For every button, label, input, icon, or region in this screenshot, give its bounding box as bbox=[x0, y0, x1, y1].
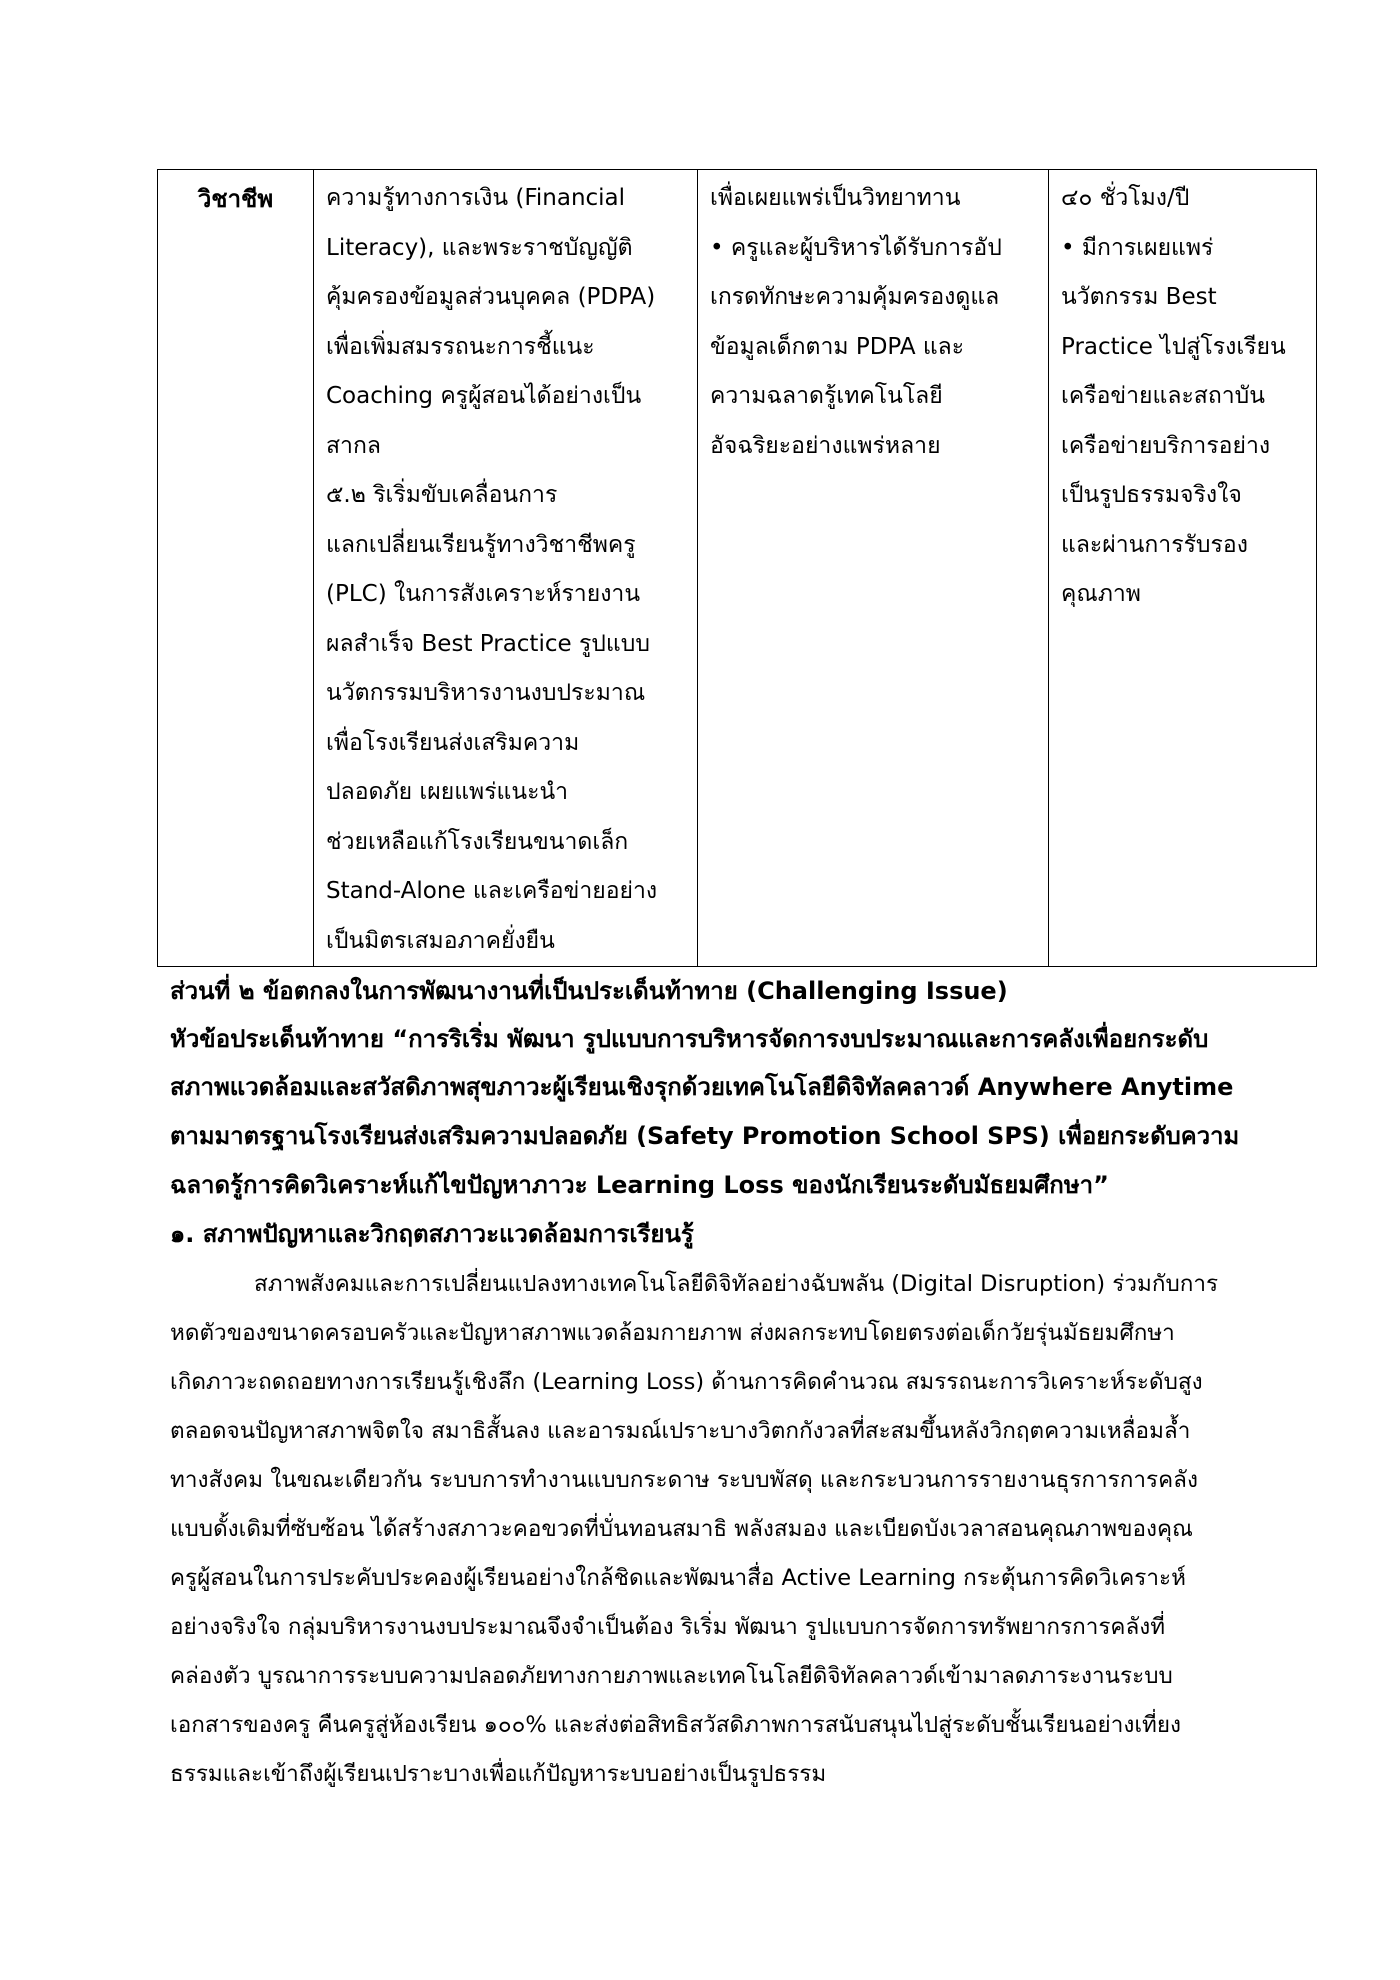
cell-text-line: ๔๐ ชั่วโมง/ปี bbox=[1061, 185, 1190, 211]
topic-line: สภาพแวดล้อมและสวัสดิภาพสุขภาวะผู้เรียนเชิงรุกด้วยเทคโนโลยีดิจิทัลคลาวด์ Anywhere Anytime bbox=[170, 1073, 1234, 1101]
cell-text-line: คุ้มครองข้อมูลส่วนบุคคล (PDPA) bbox=[326, 284, 656, 310]
cell-text-line: นวัตกรรม Best bbox=[1061, 284, 1217, 310]
topic-line: ตามมาตรฐานโรงเรียนส่งเสริมความปลอดภัย (Safety Promotion School SPS) เพื่อยกระดับความ bbox=[170, 1122, 1240, 1150]
paragraph-line: อย่างจริงใจ กลุ่มบริหารงานงบประมาณจึงจำเป็นต้อง ริเริ่ม พัฒนา รูปแบบการจัดการทรัพยากรการคลังที่ bbox=[170, 1614, 1166, 1640]
cell-text-line: ข้อมูลเด็กตาม PDPA และ bbox=[710, 333, 965, 360]
cell-text-line: เป็นรูปธรรมจริงใจ bbox=[1061, 482, 1242, 508]
development-plan-cell bbox=[314, 170, 698, 967]
cell-text-line: ช่วยเหลือแก้โรงเรียนขนาดเล็ก bbox=[326, 828, 629, 855]
section-heading: ส่วนที่ ๒ ข้อตกลงในการพัฒนางานที่เป็นประเด็นท้าทาย (Challenging Issue) bbox=[170, 977, 1008, 1005]
cell-text-line: • มีการเผยแพร่ bbox=[1061, 234, 1214, 261]
paragraph-line: เกิดภาวะถดถอยทางการเรียนรู้เชิงลึก (Learning Loss) ด้านการคิดคำนวณ สมรรถนะการวิเคราะห์ระดับสูง bbox=[170, 1369, 1203, 1395]
paragraph-line: ธรรมและเข้าถึงผู้เรียนเปราะบางเพื่อแก้ปัญหาระบบอย่างเป็นรูปธรรม bbox=[170, 1761, 827, 1787]
cell-text-line: แลกเปลี่ยนเรียนรู้ทางวิชาชีพครู bbox=[326, 531, 636, 558]
paragraph-line: คล่องตัว บูรณาการระบบความปลอดภัยทางกายภาพและเทคโนโลยีดิจิทัลคลาวด์เข้ามาลดภาระงานระบบ bbox=[170, 1663, 1173, 1689]
paragraph-line: สภาพสังคมและการเปลี่ยนแปลงทางเทคโนโลยีดิจิทัลอย่างฉับพลัน (Digital Disruption) ร่วมกับการ bbox=[254, 1271, 1219, 1297]
cell-text-line: Stand-Alone และเครือข่ายอย่าง bbox=[326, 878, 658, 904]
cell-text-line: สากล bbox=[326, 432, 381, 459]
cell-text-line: เพื่อเผยแพร่เป็นวิทยาทาน bbox=[710, 185, 961, 211]
competency-table bbox=[157, 169, 1317, 967]
paragraph-line: ตลอดจนปัญหาสภาพจิตใจ สมาธิสั้นลง และอารมณ์เปราะบางวิตกกังวลที่สะสมขึ้นหลังวิกฤตความเหลื่อมล้ำ bbox=[170, 1418, 1191, 1444]
cell-text-line: ผลสำเร็จ Best Practice รูปแบบ bbox=[326, 630, 650, 657]
topic-line: หัวข้อประเด็นท้าทาย “การริเริ่ม พัฒนา รูปแบบการบริหารจัดการงบประมาณและการคลังเพื่อยกระดับ bbox=[170, 1025, 1209, 1053]
cell-text-line: เกรดทักษะความคุ้มครองดูแล bbox=[710, 284, 1000, 310]
paragraph-line: หดตัวของขนาดครอบครัวและปัญหาสภาพแวดล้อมกายภาพ ส่งผลกระทบโดยตรงต่อเด็กวัยรุ่นมัธยมศึกษา bbox=[170, 1320, 1175, 1346]
cell-text-line: นวัตกรรมบริหารงานงบประมาณ bbox=[326, 680, 646, 706]
cell-text-line: (PLC) ในการสังเคราะห์รายงาน bbox=[326, 581, 641, 607]
paragraph-line: ทางสังคม ในขณะเดียวกัน ระบบการทำงานแบบกระดาษ ระบบพัสดุ และกระบวนการรายงานธุรการการคลัง bbox=[170, 1467, 1198, 1493]
category-cell bbox=[158, 170, 314, 967]
cell-text-line: และผ่านการรับรอง bbox=[1061, 531, 1248, 558]
cell-text-line: ปลอดภัย เผยแพร่แนะนำ bbox=[326, 779, 569, 805]
paragraph-line: เอกสารของครู คืนครูสู่ห้องเรียน ๑๐๐% และส่งต่อสิทธิสวัสดิภาพการสนับสนุนไปสู่ระดับชั้นเรียนอย่างเที่ยง bbox=[170, 1712, 1182, 1738]
cell-text-line: • ครูและผู้บริหารได้รับการอัป bbox=[710, 234, 1002, 261]
cell-text-line: เครือข่ายและสถาบัน bbox=[1061, 383, 1266, 409]
cell-text-line: เครือข่ายบริการอย่าง bbox=[1061, 432, 1271, 459]
category-label: วิชาชีพ bbox=[197, 185, 274, 213]
cell-text-line: ๕.๒ ริเริ่มขับเคลื่อนการ bbox=[326, 482, 558, 508]
paragraph-line: ครูผู้สอนในการประคับประคองผู้เรียนอย่างใกล้ชิดและพัฒนาสื่อ Active Learning กระตุ้นการคิดวิเคราะห์ bbox=[170, 1565, 1186, 1591]
cell-text-line: อัจฉริยะอย่างแพร่หลาย bbox=[710, 432, 941, 459]
paragraph-line: แบบดั้งเดิมที่ซับซ้อน ได้สร้างสภาวะคอขวดที่บั่นทอนสมาธิ พลังสมอง และเบียดบังเวลาสอนคุณภาพของคุณ bbox=[170, 1516, 1193, 1542]
indicator-cell bbox=[1049, 170, 1317, 967]
topic-line: ฉลาดรู้การคิดวิเคราะห์แก้ไขปัญหาภาวะ Learning Loss ของนักเรียนระดับมัธยมศึกษา” bbox=[170, 1171, 1109, 1199]
cell-text-line: Literacy), และพระราชบัญญัติ bbox=[326, 234, 633, 261]
cell-text-line: ความรู้ทางการเงิน (Financial bbox=[326, 185, 626, 211]
sub-heading: ๑. สภาพปัญหาและวิกฤตสภาวะแวดล้อมการเรียนรู้ bbox=[170, 1220, 694, 1248]
cell-text-line: ความฉลาดรู้เทคโนโลยี bbox=[710, 383, 943, 409]
cell-text-line: เพื่อเพิ่มสมรรถนะการชี้แนะ bbox=[326, 333, 595, 360]
table-row bbox=[158, 170, 1317, 967]
cell-text-line: เป็นมิตรเสมอภาคยั่งยืน bbox=[326, 927, 555, 954]
cell-text-line: เพื่อโรงเรียนส่งเสริมความ bbox=[326, 729, 580, 756]
expected-outcome-cell bbox=[698, 170, 1049, 967]
cell-text-line: Practice ไปสู่โรงเรียน bbox=[1061, 333, 1286, 360]
cell-text-line: คุณภาพ bbox=[1061, 581, 1141, 607]
cell-text-line: Coaching ครูผู้สอนได้อย่างเป็น bbox=[326, 383, 642, 409]
